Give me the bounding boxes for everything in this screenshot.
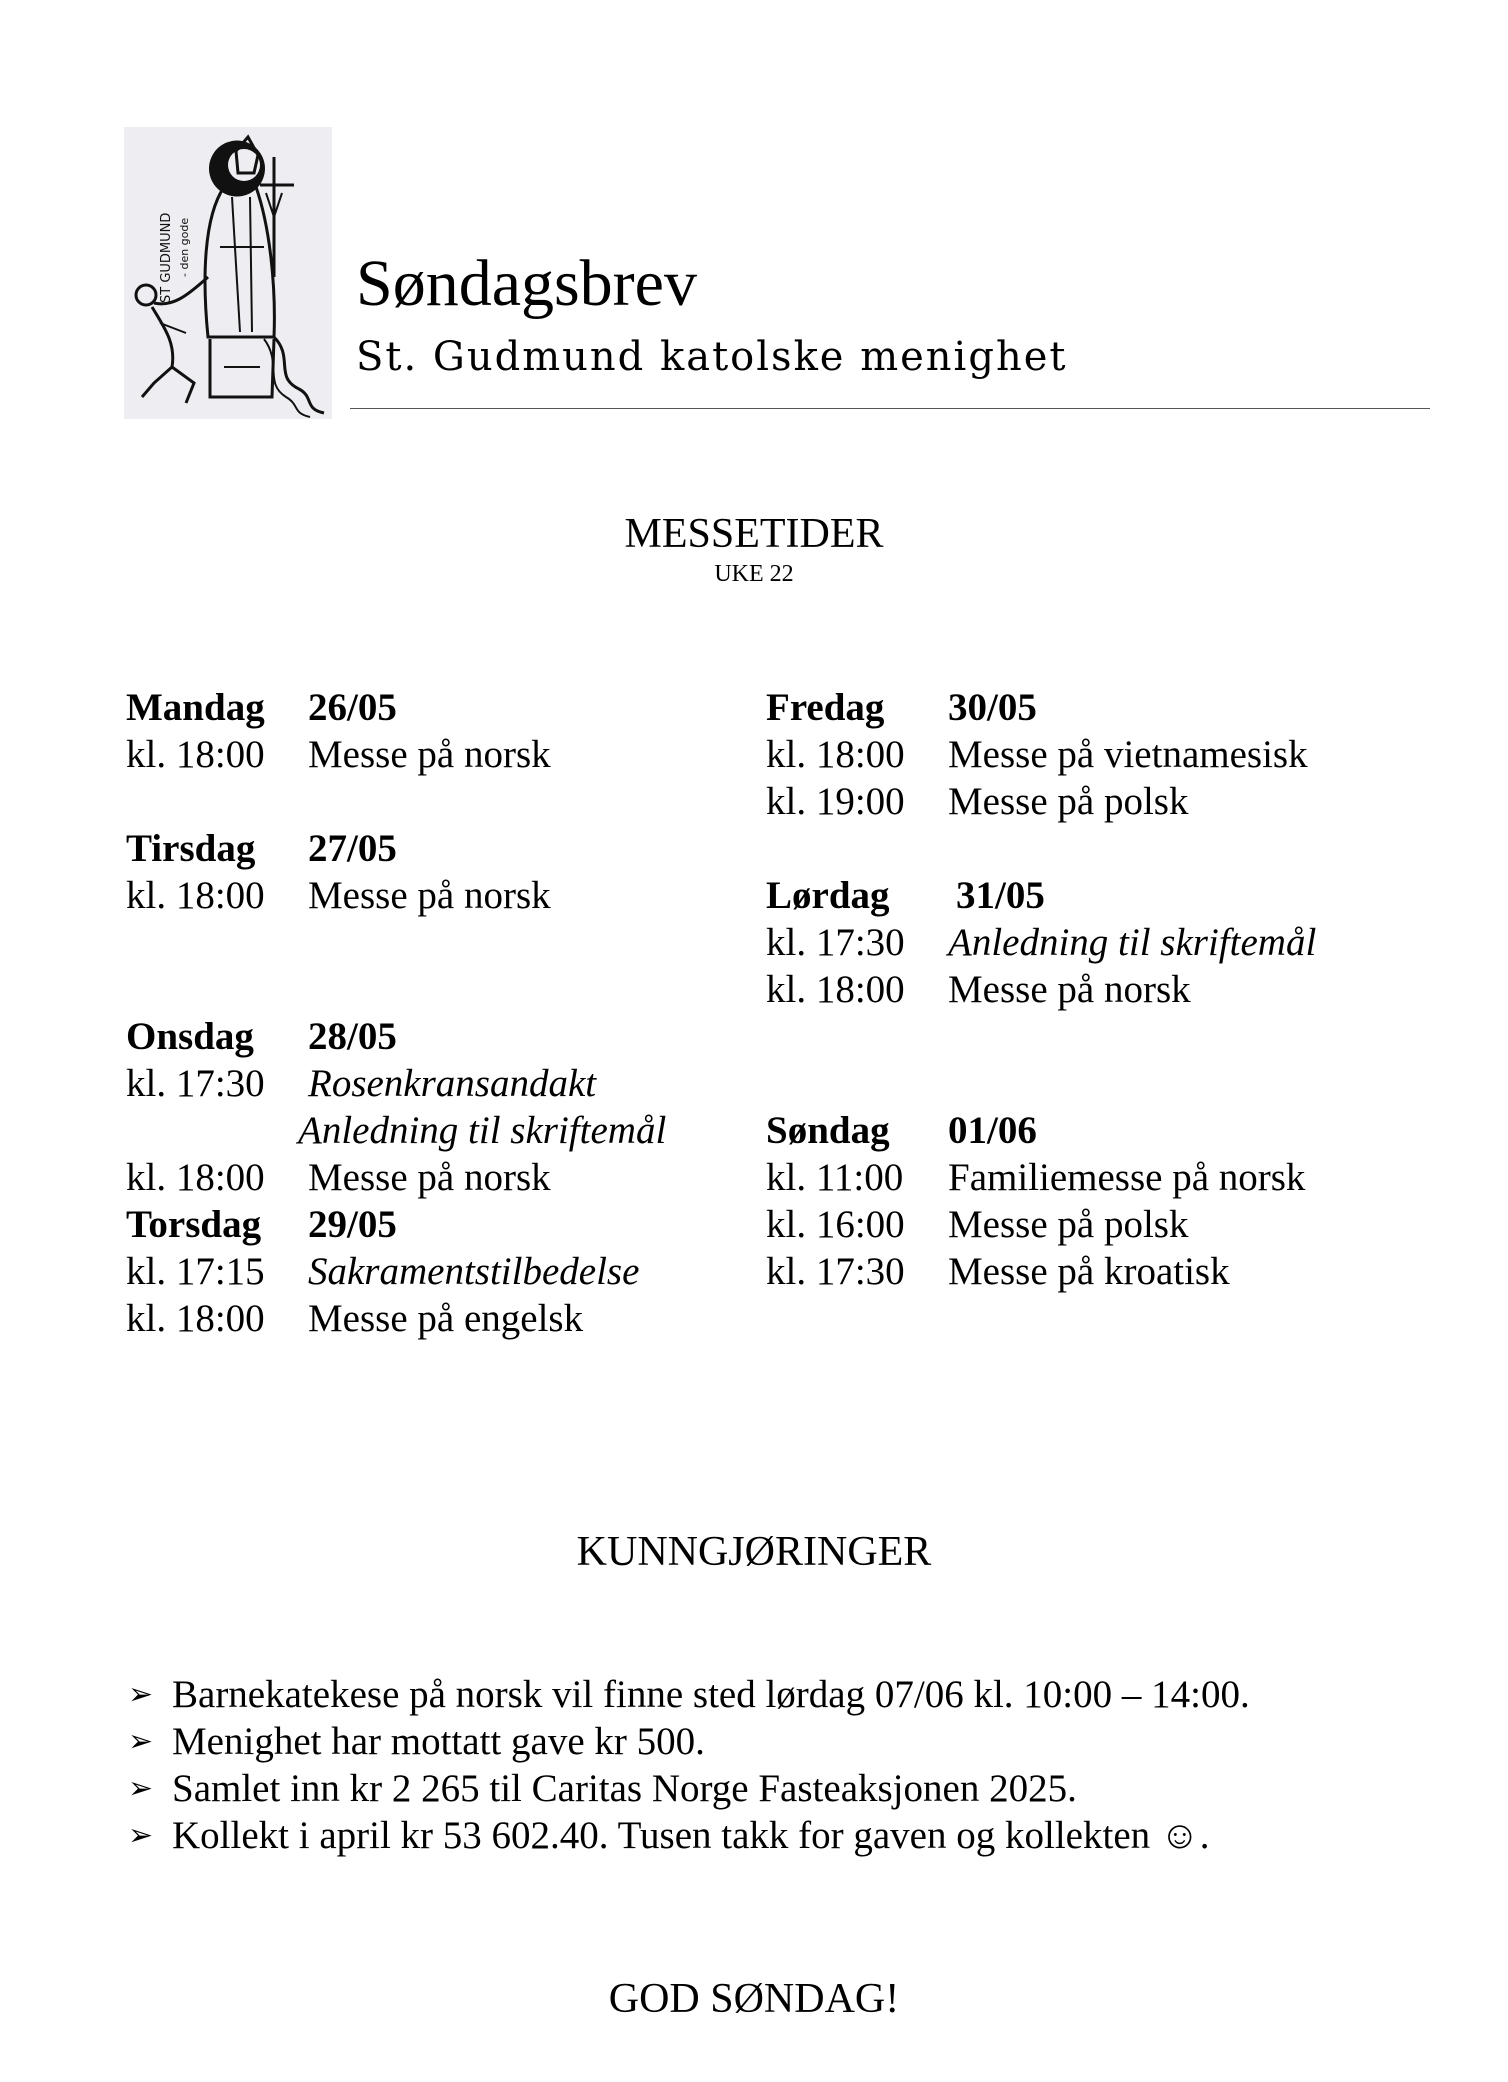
day-date: 26/05 [308, 686, 397, 729]
week-label: UKE 22 [714, 561, 794, 587]
day-name: Mandag [126, 686, 265, 729]
arrow-bullet-icon: ➢ [128, 1818, 154, 1853]
entry-text: Messe på vietnamesisk [948, 733, 1308, 776]
day-date: 28/05 [308, 1015, 397, 1058]
logo-lettering: ST GUDMUND [159, 212, 174, 303]
entry-text: Anledning til skriftemål [948, 921, 1317, 964]
st-gudmund-logo [124, 127, 332, 419]
announcement-list [128, 1671, 1250, 1859]
entry-time: kl. 11:00 [766, 1156, 904, 1199]
list-item [128, 1765, 1250, 1812]
entry-text: Messe på polsk [948, 780, 1189, 823]
entry-time: kl. 18:00 [126, 1156, 265, 1199]
day-date: 30/05 [948, 686, 1037, 729]
day-name: Fredag [766, 686, 885, 729]
entry-text: Rosenkransandakt [308, 1062, 597, 1105]
arrow-bullet-icon: ➢ [128, 1677, 154, 1712]
day-date: 31/05 [956, 874, 1045, 917]
list-item [128, 1718, 1250, 1765]
header-divider [350, 408, 1430, 409]
entry-text: Sakramentstilbedelse [308, 1250, 640, 1293]
page-subtitle: St. Gudmund katolske menighet [356, 334, 1068, 380]
entry-time: kl. 18:00 [126, 874, 265, 917]
entry-time: kl. 19:00 [766, 780, 905, 823]
entry-time: kl. 17:30 [126, 1062, 265, 1105]
entry-text: Messe på norsk [308, 1156, 551, 1199]
messetider-heading: MESSETIDER [624, 511, 884, 557]
entry-time: kl. 16:00 [766, 1203, 905, 1246]
entry-time: kl. 18:00 [126, 1297, 265, 1340]
day-name: Lørdag [766, 874, 890, 917]
entry-text: Messe på norsk [308, 733, 551, 776]
closing-greeting: GOD SØNDAG! [608, 1976, 900, 2022]
entry-time: kl. 17:30 [766, 921, 905, 964]
entry-time: kl. 17:30 [766, 1250, 905, 1293]
entry-text: Messe på norsk [308, 874, 551, 917]
announcement-text: Menighet har mottatt gave kr 500. [172, 1720, 705, 1763]
entry-time: kl. 17:15 [126, 1250, 265, 1293]
list-item [128, 1671, 1250, 1718]
logo-sublettering: - den gode [178, 217, 191, 277]
announcement-text: Barnekatekese på norsk vil finne sted lørdag 07/06 kl. 10:00 – 14:00. [172, 1673, 1250, 1716]
entry-text: Messe på polsk [948, 1203, 1189, 1246]
st-gudmund-illustration [124, 127, 332, 419]
list-item [128, 1812, 1250, 1859]
day-name: Onsdag [126, 1015, 254, 1058]
day-name: Tirsdag [126, 827, 256, 870]
entry-text: Messe på engelsk [308, 1297, 584, 1340]
entry-text: Familiemesse på norsk [948, 1156, 1306, 1199]
entry-time: kl. 18:00 [766, 733, 905, 776]
announcement-text: Kollekt i april kr 53 602.40. Tusen takk for gaven og kollekten ☺. [172, 1814, 1210, 1857]
entry-time: kl. 18:00 [126, 733, 265, 776]
day-date: 01/06 [948, 1109, 1037, 1152]
day-name: Søndag [766, 1109, 890, 1152]
entry-text: Anledning til skriftemål [298, 1109, 667, 1152]
entry-time: kl. 18:00 [766, 968, 905, 1011]
announcement-text: Samlet inn kr 2 265 til Caritas Norge Fasteaksjonen 2025. [172, 1767, 1077, 1810]
kunngjoringer-heading: KUNNGJØRINGER [576, 1529, 932, 1575]
entry-text: Messe på norsk [948, 968, 1191, 1011]
page-title: Søndagsbrev [356, 247, 697, 320]
entry-text: Messe på kroatisk [948, 1250, 1230, 1293]
day-date: 27/05 [308, 827, 397, 870]
arrow-bullet-icon: ➢ [128, 1771, 154, 1806]
arrow-bullet-icon: ➢ [128, 1724, 154, 1759]
day-date: 29/05 [308, 1203, 397, 1246]
day-name: Torsdag [126, 1203, 262, 1246]
